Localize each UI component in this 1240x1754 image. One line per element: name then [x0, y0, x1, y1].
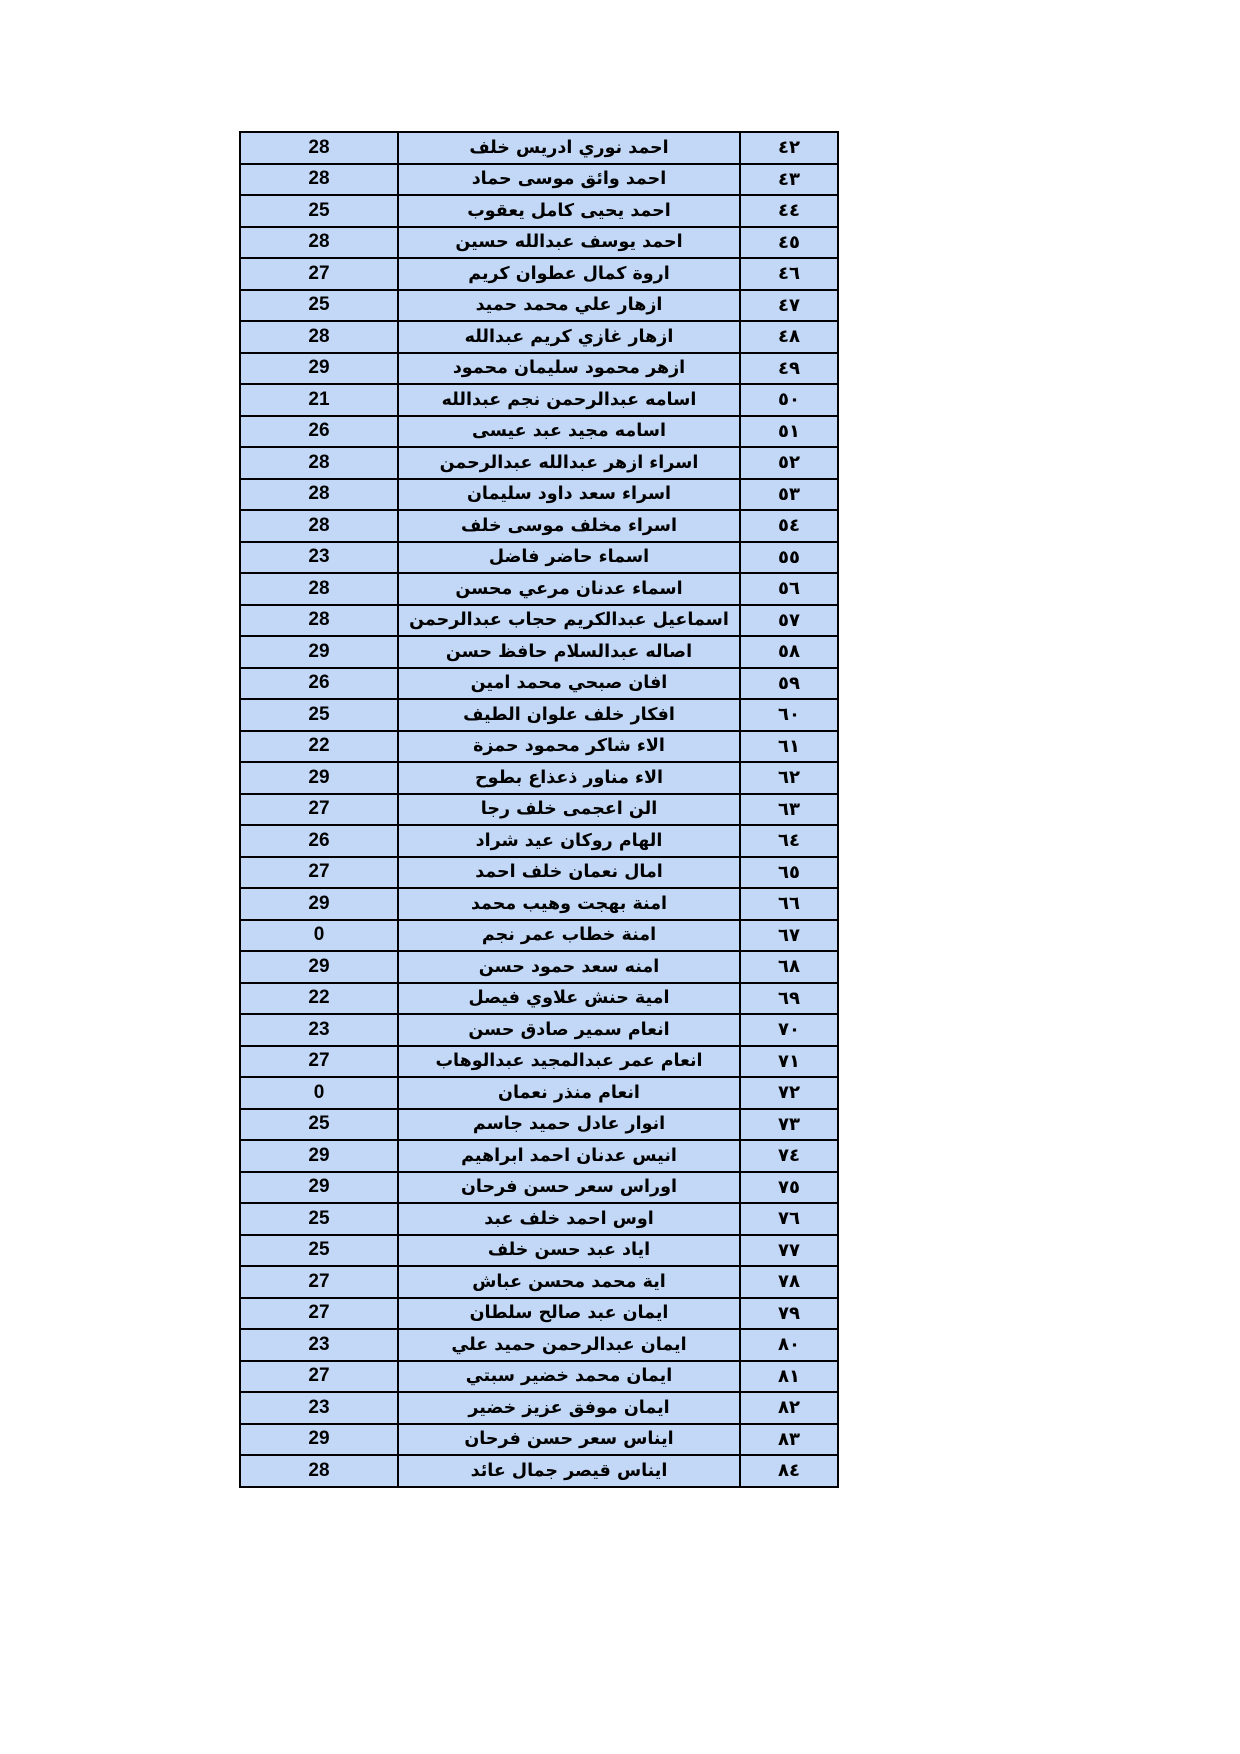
score-cell: 28: [240, 321, 398, 353]
person-name-cell: اروة كمال عطوان كريم: [398, 258, 740, 290]
score-cell: 27: [240, 794, 398, 826]
table-row: [240, 195, 838, 227]
person-name-cell: احمد وائق موسى حماد: [398, 164, 740, 196]
person-name-cell: امية حنش علاوي فيصل: [398, 983, 740, 1015]
person-name-cell: انعام منذر نعمان: [398, 1077, 740, 1109]
row-index-cell: ٨٤: [740, 1455, 838, 1487]
table-row: [240, 1329, 838, 1361]
person-name-cell: الاء شاكر محمود حمزة: [398, 731, 740, 763]
score-cell: 26: [240, 825, 398, 857]
person-name-cell: ازهار علي محمد حميد: [398, 290, 740, 322]
names-score-table: [239, 131, 839, 1488]
person-name-cell: الن اعجمى خلف رجا: [398, 794, 740, 826]
table-row: [240, 605, 838, 637]
score-cell: 28: [240, 447, 398, 479]
score-cell: 22: [240, 731, 398, 763]
table-row: [240, 542, 838, 574]
score-cell: 25: [240, 290, 398, 322]
score-cell: 28: [240, 132, 398, 164]
person-name-cell: ايمان عبدالرحمن حميد علي: [398, 1329, 740, 1361]
table-row: [240, 1077, 838, 1109]
table-row: [240, 1109, 838, 1141]
person-name-cell: ايناس قيصر جمال عائد: [398, 1455, 740, 1487]
row-index-cell: ٧٨: [740, 1266, 838, 1298]
row-index-cell: ٧٦: [740, 1203, 838, 1235]
score-cell: 22: [240, 983, 398, 1015]
table-row: [240, 1172, 838, 1204]
row-index-cell: ٤٩: [740, 353, 838, 385]
person-name-cell: انيس عدنان احمد ابراهيم: [398, 1140, 740, 1172]
table-row: [240, 353, 838, 385]
table-row: [240, 636, 838, 668]
row-index-cell: ٤٦: [740, 258, 838, 290]
person-name-cell: ايمان محمد خضير سبتي: [398, 1361, 740, 1393]
row-index-cell: ٦٧: [740, 920, 838, 952]
table-row: [240, 983, 838, 1015]
row-index-cell: ٦٥: [740, 857, 838, 889]
table-row: [240, 794, 838, 826]
row-index-cell: ٧٤: [740, 1140, 838, 1172]
row-index-cell: ٦٤: [740, 825, 838, 857]
person-name-cell: امنة خطاب عمر نجم: [398, 920, 740, 952]
score-cell: 21: [240, 384, 398, 416]
row-index-cell: ٦٠: [740, 699, 838, 731]
table-row: [240, 1014, 838, 1046]
row-index-cell: ٦٦: [740, 888, 838, 920]
table-row: [240, 731, 838, 763]
row-index-cell: ٥٣: [740, 479, 838, 511]
person-name-cell: ايمان موفق عزيز خضير: [398, 1392, 740, 1424]
table-row: [240, 1140, 838, 1172]
table-row: [240, 416, 838, 448]
score-cell: 28: [240, 227, 398, 259]
person-name-cell: امنه سعد حمود حسن: [398, 951, 740, 983]
score-cell: 27: [240, 258, 398, 290]
table-row: [240, 668, 838, 700]
table-row: [240, 1424, 838, 1456]
row-index-cell: ٥٥: [740, 542, 838, 574]
person-name-cell: اصاله عبدالسلام حافظ حسن: [398, 636, 740, 668]
score-cell: 0: [240, 1077, 398, 1109]
score-cell: 23: [240, 542, 398, 574]
score-cell: 27: [240, 857, 398, 889]
score-cell: 29: [240, 636, 398, 668]
score-cell: 25: [240, 699, 398, 731]
score-cell: 27: [240, 1266, 398, 1298]
person-name-cell: احمد يوسف عبدالله حسين: [398, 227, 740, 259]
person-name-cell: ازهار غازي كريم عبدالله: [398, 321, 740, 353]
table-row: [240, 857, 838, 889]
row-index-cell: ٦٣: [740, 794, 838, 826]
row-index-cell: ٧٠: [740, 1014, 838, 1046]
person-name-cell: ايناس سعر حسن فرحان: [398, 1424, 740, 1456]
person-name-cell: اوس احمد خلف عبد: [398, 1203, 740, 1235]
person-name-cell: اسراء سعد داود سليمان: [398, 479, 740, 511]
row-index-cell: ٥٦: [740, 573, 838, 605]
person-name-cell: اوراس سعر حسن فرحان: [398, 1172, 740, 1204]
person-name-cell: ازهر محمود سليمان محمود: [398, 353, 740, 385]
score-cell: 29: [240, 1424, 398, 1456]
row-index-cell: ٥٤: [740, 510, 838, 542]
person-name-cell: امنة بهجت وهيب محمد: [398, 888, 740, 920]
person-name-cell: افان صبحي محمد امين: [398, 668, 740, 700]
table-row: [240, 1266, 838, 1298]
score-cell: 29: [240, 762, 398, 794]
score-cell: 28: [240, 510, 398, 542]
table-row: [240, 888, 838, 920]
score-cell: 28: [240, 164, 398, 196]
row-index-cell: ٧٧: [740, 1235, 838, 1267]
person-name-cell: اياد عبد حسن خلف: [398, 1235, 740, 1267]
row-index-cell: ٤٥: [740, 227, 838, 259]
table-row: [240, 1203, 838, 1235]
score-cell: 25: [240, 1235, 398, 1267]
table-row: [240, 1046, 838, 1078]
row-index-cell: ٨٣: [740, 1424, 838, 1456]
table-row: [240, 573, 838, 605]
table-row: [240, 258, 838, 290]
person-name-cell: افكار خلف علوان الطيف: [398, 699, 740, 731]
table-row: [240, 321, 838, 353]
score-cell: 29: [240, 1172, 398, 1204]
score-cell: 28: [240, 605, 398, 637]
row-index-cell: ٤٣: [740, 164, 838, 196]
score-cell: 25: [240, 1109, 398, 1141]
score-cell: 29: [240, 353, 398, 385]
row-index-cell: ٧١: [740, 1046, 838, 1078]
table-row: [240, 1235, 838, 1267]
person-name-cell: اسماء عدنان مرعي محسن: [398, 573, 740, 605]
person-name-cell: ايمان عبد صالح سلطان: [398, 1298, 740, 1330]
person-name-cell: الاء مناور ذعذاع بطوح: [398, 762, 740, 794]
row-index-cell: ٥١: [740, 416, 838, 448]
row-index-cell: ٤٢: [740, 132, 838, 164]
score-cell: 28: [240, 1455, 398, 1487]
score-cell: 27: [240, 1298, 398, 1330]
table-row: [240, 510, 838, 542]
table-row: [240, 384, 838, 416]
person-name-cell: امال نعمان خلف احمد: [398, 857, 740, 889]
person-name-cell: احمد نوري ادريس خلف: [398, 132, 740, 164]
row-index-cell: ٥٠: [740, 384, 838, 416]
row-index-cell: ٦٩: [740, 983, 838, 1015]
score-cell: 25: [240, 195, 398, 227]
row-index-cell: ٤٨: [740, 321, 838, 353]
person-name-cell: اسماعيل عبدالكريم حجاب عبدالرحمن: [398, 605, 740, 637]
person-name-cell: احمد يحيى كامل يعقوب: [398, 195, 740, 227]
row-index-cell: ٨٢: [740, 1392, 838, 1424]
table-row: [240, 227, 838, 259]
person-name-cell: اسامه مجيد عبد عيسى: [398, 416, 740, 448]
score-cell: 28: [240, 479, 398, 511]
row-index-cell: ٨١: [740, 1361, 838, 1393]
score-cell: 28: [240, 573, 398, 605]
row-index-cell: ٦٨: [740, 951, 838, 983]
row-index-cell: ٧٣: [740, 1109, 838, 1141]
score-cell: 23: [240, 1329, 398, 1361]
row-index-cell: ٧٥: [740, 1172, 838, 1204]
table-row: [240, 479, 838, 511]
row-index-cell: ٦١: [740, 731, 838, 763]
table-row: [240, 1455, 838, 1487]
person-name-cell: اسراء مخلف موسى خلف: [398, 510, 740, 542]
person-name-cell: انوار عادل حميد جاسم: [398, 1109, 740, 1141]
person-name-cell: اسامه عبدالرحمن نجم عبدالله: [398, 384, 740, 416]
table-body: [240, 132, 838, 1487]
table-row: [240, 1361, 838, 1393]
person-name-cell: اسماء حاضر فاضل: [398, 542, 740, 574]
table-row: [240, 951, 838, 983]
table-row: [240, 164, 838, 196]
score-cell: 27: [240, 1046, 398, 1078]
table-container: [271, 131, 839, 1488]
score-cell: 29: [240, 1140, 398, 1172]
row-index-cell: ٥٧: [740, 605, 838, 637]
row-index-cell: ٧٢: [740, 1077, 838, 1109]
row-index-cell: ٥٢: [740, 447, 838, 479]
row-index-cell: ٧٩: [740, 1298, 838, 1330]
row-index-cell: ٨٠: [740, 1329, 838, 1361]
table-row: [240, 447, 838, 479]
table-row: [240, 290, 838, 322]
person-name-cell: انعام سمير صادق حسن: [398, 1014, 740, 1046]
table-row: [240, 699, 838, 731]
row-index-cell: ٤٤: [740, 195, 838, 227]
score-cell: 26: [240, 668, 398, 700]
person-name-cell: اسراء ازهر عبدالله عبدالرحمن: [398, 447, 740, 479]
score-cell: 29: [240, 951, 398, 983]
score-cell: 23: [240, 1014, 398, 1046]
person-name-cell: اية محمد محسن عباش: [398, 1266, 740, 1298]
row-index-cell: ٥٨: [740, 636, 838, 668]
score-cell: 27: [240, 1361, 398, 1393]
table-row: [240, 132, 838, 164]
table-row: [240, 920, 838, 952]
score-cell: 23: [240, 1392, 398, 1424]
score-cell: 26: [240, 416, 398, 448]
row-index-cell: ٤٧: [740, 290, 838, 322]
score-cell: 0: [240, 920, 398, 952]
row-index-cell: ٥٩: [740, 668, 838, 700]
person-name-cell: الهام روكان عيد شراد: [398, 825, 740, 857]
table-row: [240, 1298, 838, 1330]
table-row: [240, 762, 838, 794]
person-name-cell: انعام عمر عبدالمجيد عبدالوهاب: [398, 1046, 740, 1078]
row-index-cell: ٦٢: [740, 762, 838, 794]
table-row: [240, 825, 838, 857]
score-cell: 29: [240, 888, 398, 920]
table-row: [240, 1392, 838, 1424]
score-cell: 25: [240, 1203, 398, 1235]
